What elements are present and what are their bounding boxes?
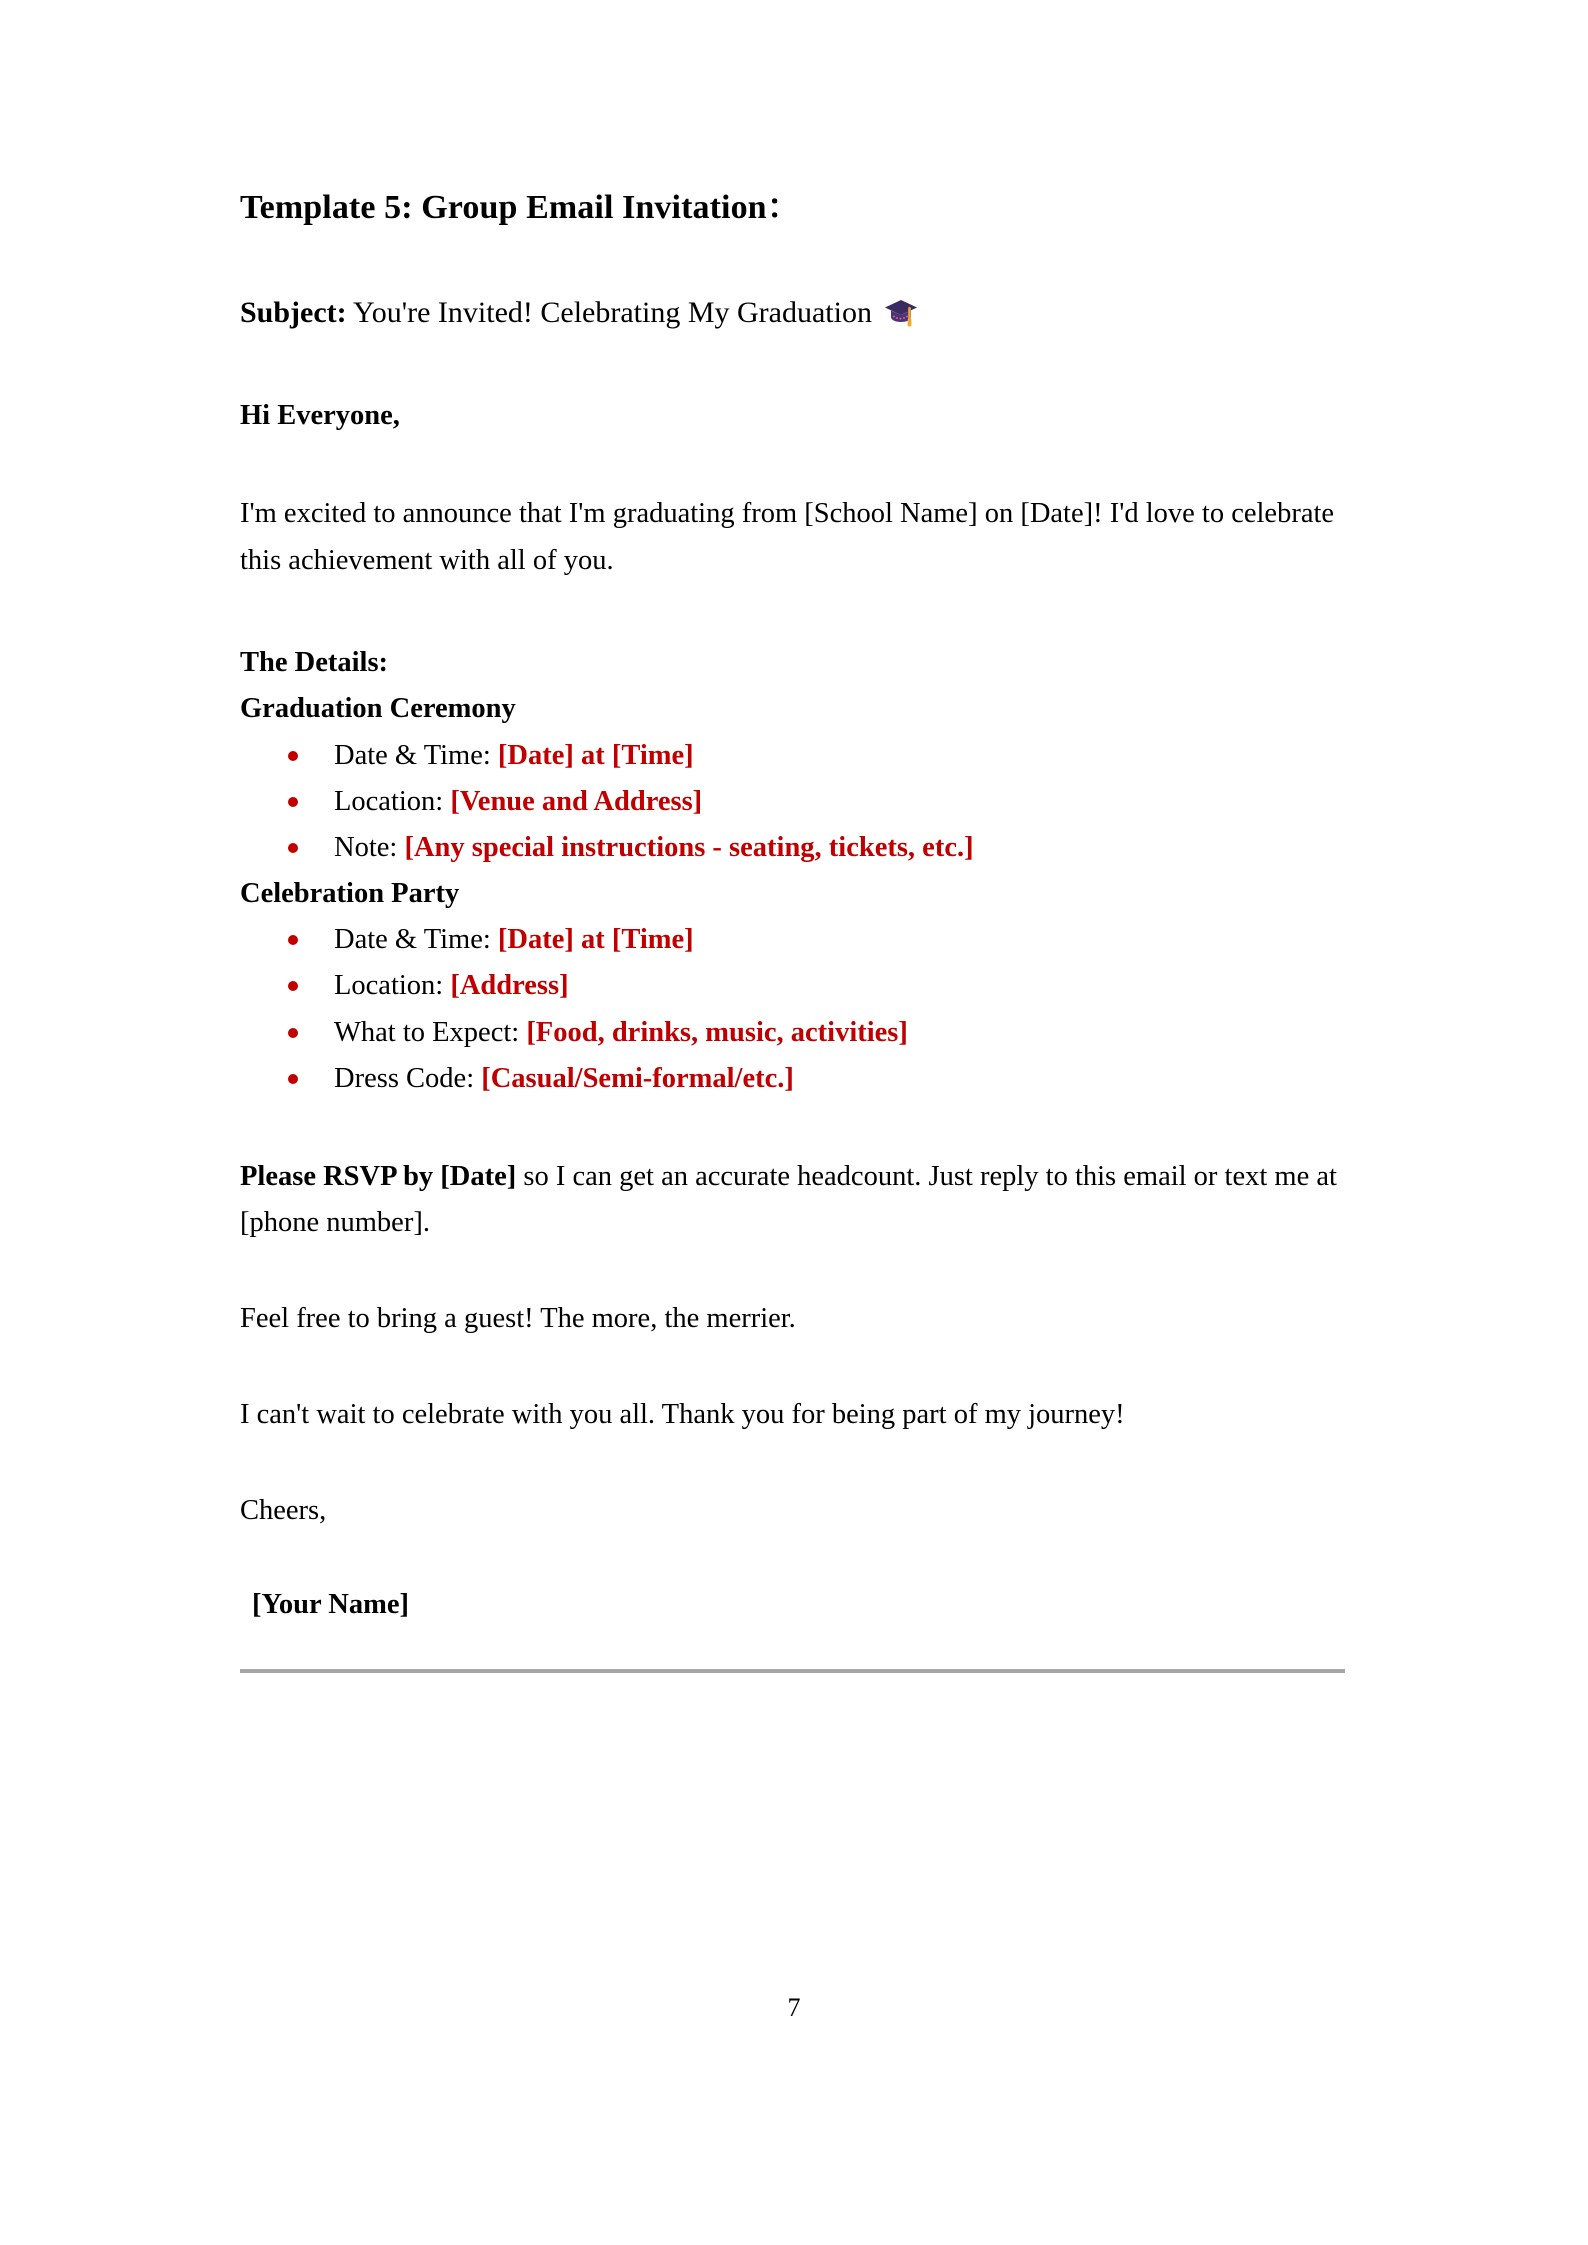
rsvp-paragraph: [240, 1154, 1348, 1246]
list-item-label: Date & Time:: [334, 924, 498, 956]
signature-name: [Your Name]: [252, 1588, 409, 1620]
bullet-dot-icon: [288, 751, 298, 761]
section-heading-party: Celebration Party: [240, 878, 460, 910]
list-item-label: What to Expect:: [334, 1016, 527, 1048]
page-title: [240, 186, 1348, 230]
list-item: [240, 825, 1348, 871]
list-item: [240, 917, 1348, 963]
intro-paragraph: I'm excited to announce that I'm graduating from [School Name] on [Date]! I'd love to celebrate this achievement with all of you.: [240, 498, 1335, 576]
list-item: [240, 733, 1348, 779]
rsvp-bold-text: Please RSVP by [Date]: [240, 1160, 517, 1192]
page-number: 7: [787, 1993, 801, 2022]
closing-paragraph: I can't wait to celebrate with you all. Thank you for being part of my journey!: [240, 1399, 1125, 1431]
rsvp-rest-text: so I can get an accurate headcount. Just reply to this email or text me at [phone number].: [240, 1160, 1337, 1239]
list-item-value: [Casual/Semi-formal/etc.]: [481, 1062, 794, 1094]
list-item-value: [Venue and Address]: [450, 785, 703, 817]
bullet-dot-icon: [288, 1074, 298, 1084]
bullet-dot-icon: [288, 981, 298, 991]
list-item: [240, 779, 1348, 825]
details-heading: The Details:: [240, 647, 389, 679]
list-item-label: Dress Code:: [334, 1062, 482, 1094]
greeting: Hi Everyone,: [240, 399, 400, 431]
bullet-dot-icon: [288, 935, 298, 945]
party-detail-list: [240, 917, 1348, 1102]
list-item-value: [Date] at [Time]: [497, 924, 694, 956]
guest-paragraph: Feel free to bring a guest! The more, the merrier.: [240, 1303, 796, 1335]
subject-line: [240, 292, 1348, 340]
list-item: [240, 1010, 1348, 1056]
bullet-dot-icon: [288, 797, 298, 807]
subject-text: You're Invited! Celebrating My Graduation: [346, 295, 872, 329]
page-title-text: Template 5: Group Email Invitation: [240, 189, 767, 226]
graduation-cap-icon: [884, 298, 918, 340]
ceremony-detail-list: [240, 733, 1348, 871]
section-heading-ceremony: Graduation Ceremony: [240, 693, 516, 725]
list-item-label: Note:: [334, 831, 405, 863]
document-content: [240, 186, 1348, 1673]
footer-divider: [240, 1669, 1345, 1673]
signoff: Cheers,: [240, 1495, 327, 1527]
list-item-value: [Any special instructions - seating, tickets, etc.]: [404, 831, 974, 863]
list-item-value: [Food, drinks, music, activities]: [526, 1016, 908, 1048]
page-title-colon: ：: [766, 187, 801, 227]
list-item-label: Location:: [334, 970, 451, 1002]
list-item-label: Date & Time:: [334, 739, 498, 771]
bullet-dot-icon: [288, 843, 298, 853]
list-item-value: [Address]: [450, 970, 569, 1002]
list-item: [240, 1056, 1348, 1102]
list-item-label: Location:: [334, 785, 451, 817]
bullet-dot-icon: [288, 1028, 298, 1038]
subject-label: Subject:: [240, 295, 347, 329]
list-item: [240, 963, 1348, 1009]
list-item-value: [Date] at [Time]: [497, 739, 694, 771]
